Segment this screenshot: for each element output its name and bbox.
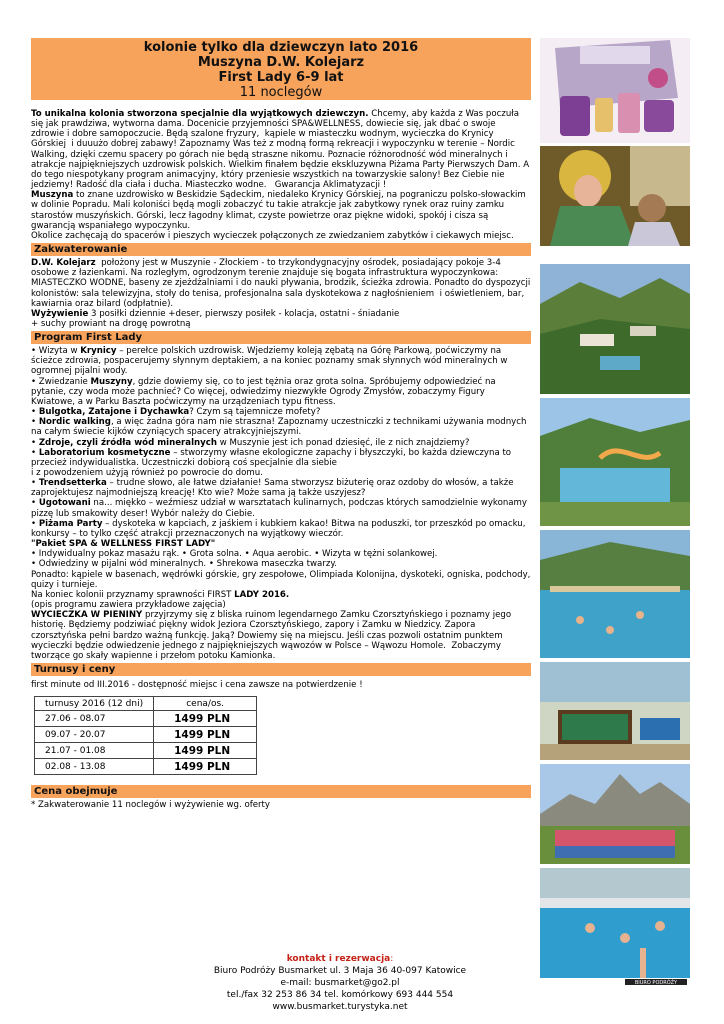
table-row — [35, 711, 257, 727]
program-item-bold: WYCIECZKA W PIENINY — [31, 610, 143, 621]
program-item-bold: Nordic walking — [38, 417, 111, 428]
muszyna-text: to znane uzdrowisko w Beskidzie Sądeckim, niedaleko Krynicy Górskiej, na pograniczu polsko-słowackim w dolinie Popradu. Mali koloniści będą mogli zobaczyć tu takie atrakcje jak zabytkowy rynek oraz ruiny zamku starostów muszyńskich. Górski, lecz łagodny klimat, czyste powietrze oraz piękne widoki, spokój i cisza są gwarancją wspaniałego wypoczynku. Okolice zachęcają do spacerów i pieszych wycieczek połączonych ze zwiedzaniem zabytków i ciekawych miejsc. — [31, 190, 526, 241]
program-item — [31, 377, 531, 407]
meals-lead: Wyżywienie — [31, 308, 89, 319]
program-item-text: – perełce polskich uzdrowisk. Wjedziemy koleją zębatą na Górę Parkową, poćwiczymy na ścieżce zdrowia, pospacerujemy słynnym deptakiem, a na koniec poznamy smak słynnych wód mineralnych w ogromnej pijalni wody. — [31, 346, 511, 377]
meals-paragraph — [31, 309, 531, 329]
title-line-3: First Lady 6-9 lat — [218, 70, 344, 85]
program-item — [31, 346, 531, 376]
program-item-text: przyjrzymy się z bliska ruinom legendarnego Zamku Czorsztyńskiego i poznamy jego historię. Będziemy podziwiać piękny widok Jeziora Czorsztyńskiego, zapory i Zamku w Niedzicy. Zapora czorsztyńska pełni bardzo ważną funkcję. Jaką? Dowiemy się na miejscu. Jeśli czas pozwoli ostatnim punktem wycieczki będzie odwiedzenie jednego z najpiękniejszych wąwozów w Polsce – Wąwozu Homole. Zobaczymy tworzące go skały wapienne i przełom potoku Kamionka. — [31, 610, 514, 661]
table-header: turnusy 2016 (12 dni) — [35, 697, 154, 711]
program-item-bold: Muszyny — [90, 376, 133, 387]
table-row — [35, 759, 257, 775]
waterpark-photo — [540, 398, 690, 526]
program-item-text: • Indywidualny pokaz masażu rąk. • Grota solna. • Aqua aerobic. • Wizyta w tężni solankowej. • Odwiedziny w pijalni wód mineralnych. • Shrekowa maseczka twarzy. Ponadto: kąpiele w basenach, wędrówki górskie, gry zespołowe, Olimpiada Kolonijna, dyskoteki, ogniska, podchody, quizy i turnieje. Na koniec kolonii przyznamy sprawności FIRST — [31, 549, 531, 600]
program-item-text: • — [31, 478, 39, 489]
section-program: Program First Lady — [31, 331, 531, 344]
dates-cell: 02.08 - 13.08 — [35, 759, 154, 775]
program-item — [31, 539, 531, 549]
svg-text:BIURO PODRÓŻY: BIURO PODRÓŻY — [634, 980, 678, 986]
title-banner — [31, 38, 531, 100]
muszyna-lead: Muszyna — [31, 190, 74, 201]
program-item-bold: "Pakiet SPA & WELLNESS FIRST LADY" — [31, 539, 216, 550]
table-body — [35, 711, 257, 775]
group-mountain-photo — [540, 764, 690, 864]
dates-cell: 09.07 - 20.07 — [35, 727, 154, 743]
table-row — [35, 743, 257, 759]
pool-photo — [540, 530, 690, 658]
girls-costume-photo — [540, 146, 690, 246]
first-minute-note: first minute od III.2016 - dostępność miejsc i cena zawsze na potwierdzenie ! — [31, 679, 363, 690]
program-item-text: (opis programu zawiera przykładowe zajęcia) — [31, 600, 226, 611]
contact-colon: : — [390, 954, 394, 964]
program-item-text: • — [31, 437, 39, 448]
program-item — [31, 417, 531, 437]
program-item-bold: Trendsetterka — [38, 478, 107, 489]
program-item-text: na... miękko – weźmiesz udział w warsztatach kulinarnych, podczas których samodzielnie wykonamy pizzę lub smakowity deser! Wybór należy do Ciebie. — [31, 498, 530, 519]
program-list — [31, 346, 531, 661]
program-item-text: • — [31, 498, 39, 509]
accommodation-paragraph — [31, 258, 534, 309]
program-item-text: , gdzie dowiemy się, co to jest tężnia oraz grota solna. Spróbujemy odpowiedzieć na pytanie, czy woda może pachnieć? Co więcej, odwiedzimy niezwykłe Ogrody Zmysłów, zobaczymy Figury Kwiatowe, a w Parku Baszta poćwiczymy na urządzeniach typu fitness. — [31, 376, 499, 407]
program-item-bold: Ugotowani — [38, 498, 91, 509]
intro-paragraph-2 — [31, 190, 531, 241]
contact-phone: tel./fax 32 253 86 34 tel. komórkowy 693 444 554 — [226, 990, 454, 1000]
program-item-text: • — [31, 417, 39, 428]
contact-address: Biuro Podróży Busmarket ul. 3 Maja 36 40-097 Katowice — [213, 966, 467, 976]
program-item-bold: Krynicy — [80, 346, 117, 357]
program-item-text: • Zwiedzanie — [31, 376, 91, 387]
program-item — [31, 407, 531, 417]
program-item — [31, 448, 531, 478]
program-item — [31, 549, 531, 610]
program-item-text: • — [31, 447, 39, 458]
program-item-bold: LADY 2016. — [234, 589, 290, 600]
section-dates: Turnusy i ceny — [31, 663, 531, 676]
program-item-text: • — [31, 407, 39, 418]
price-cell: 1499 PLN — [154, 759, 257, 775]
price-includes-note: * Zakwaterowanie 11 noclegów i wyżywienie wg. oferty — [31, 800, 270, 811]
intro-lead: To unikalna kolonia stworzona specjalnie dla wyjątkowych dziewczyn. — [31, 109, 369, 119]
contact-email[interactable]: e-mail: busmarket@go2.pl — [280, 978, 400, 988]
program-item-text: , a więc żadna góra nam nie straszna! Zapoznamy uczestniczki z technikami używania modnych na całym świecie kijków czyniących spacery atrakcyjniejszymi. — [31, 417, 530, 438]
price-table — [34, 696, 257, 775]
title-line-2: Muszyna D.W. Kolejarz — [197, 55, 365, 70]
content-column — [31, 38, 534, 811]
program-item — [31, 478, 531, 498]
price-cell: 1499 PLN — [154, 711, 257, 727]
contact-heading: kontakt i rezerwacja — [286, 954, 391, 964]
program-item — [31, 498, 531, 518]
program-item-text: w Muszynie jest ich ponad dziesięć, ile z nich znajdziemy? — [216, 437, 470, 448]
dates-cell: 21.07 - 01.08 — [35, 743, 154, 759]
program-item-bold: Piżama Party — [38, 518, 103, 529]
intro-text: Chcemy, aby każda z Was poczuła się jak prawdziwa, wytworna dama. Docenicie przyjemności SPA&WELLNESS, dowiecie się, jak dbać o swoje zdrowie i dobre samopoczucie. Będą szalone fryzury, kąpiele w miasteczku wodnym, wycieczka do Krynicy Górskiej i duuużo dobrej zabawy! Zapoznamy Was też z modną formą rekreacji i wypoczynku w terenie – Nordic Walking, dzięki czemu spacery po górach nie będą straszne nikomu. Poznacie różnorodność wód mineralnych i atrakcje najpiękniejszych uzdrowisk polskich. Wielkim finałem będzie ekskluzywna Piżama Party Pierwszych Dam. A do tego niespotykany program animacyjny, który przeniesie wszystkich na towarzyskie salony! Bez Ciebie nie jedziemy! Radość dla ciała i ducha. Miasteczko wodne. Gwarancja Aklimatyzacji ! — [31, 109, 532, 191]
program-item-text: – stworzymy własne ekologiczne zapachy i błyszczyki, bo każda dziewczyna to przecież indywidualistka. Uczestniczki dobiorą coś specjalnie dla siebie i z powodzeniem użyją również po powrocie do domu. — [31, 447, 512, 478]
program-item — [31, 519, 531, 539]
title-line-1: kolonie tylko dla dziewczyn lato 2016 — [143, 40, 419, 55]
contact-heading-line — [130, 953, 550, 965]
title-line-4: 11 noclegów — [239, 85, 323, 100]
meals-text: 3 posiłki dziennie +deser, pierwszy posiłek - kolacja, ostatni - śniadanie + suchy prowiant na drogę powrotną — [31, 308, 400, 329]
dates-cell: 27.06 - 08.07 — [35, 711, 154, 727]
valley-resort-photo — [540, 264, 690, 394]
program-item-bold: Bulgotka, Zatajone i Dychawka — [38, 407, 190, 418]
billiard-room-photo — [540, 662, 690, 760]
price-cell: 1499 PLN — [154, 727, 257, 743]
section-price-includes: Cena obejmuje — [31, 785, 531, 798]
indoor-pool-photo — [540, 868, 690, 978]
program-item-text: • — [31, 518, 39, 529]
table-header-row — [35, 697, 257, 711]
program-item-text: – dyskoteka w kapciach, z jaśkiem i kubkiem kakao! Bitwa na poduszki, tor przeszkód po omacku, konkursy – to tylko część atrakcji przeznaczonych na wyjątkowy wieczór. — [31, 518, 529, 539]
accommodation-lead: D.W. Kolejarz — [31, 258, 96, 269]
program-item-text: • Wizyta w — [31, 346, 81, 357]
cosmetics-kit-photo — [540, 38, 690, 143]
section-accommodation: Zakwaterowanie — [31, 243, 531, 256]
price-cell: 1499 PLN — [154, 743, 257, 759]
program-item-bold: Zdroje, czyli źródła wód mineralnych — [38, 437, 217, 448]
program-item — [31, 438, 531, 448]
accommodation-text: położony jest w Muszynie - Złockiem - to trzykondygnacyjny ośrodek, posiadający pokoje 3-4 osobowe z łazienkami. Na rozległym, ogrodzonym terenie znajduje się bogata infrastruktura wypoczynkowa: MIASTECZKO WODNE, baseny ze zjeżdżalniami i do nauki pływania, brodzik, ścieżka zdrowia. Ponadto do dyspozycji kolonistów: sala telewizyjna, stoły do tenisa, profesjonalna sala dyskotekowa z nagłośnieniem i oświetleniem, bar, kawiarnia oraz bilard (odpłatnie). — [31, 258, 534, 309]
table-row — [35, 727, 257, 743]
intro-paragraph-1 — [31, 109, 531, 190]
program-item-bold: Laboratorium kosmetyczne — [38, 447, 171, 458]
program-item-text: ? Czym są tajemnicze mofety? — [189, 407, 321, 418]
table-header: cena/os. — [154, 697, 257, 711]
program-item-text: – trudne słowo, ale łatwe działanie! Sama stworzysz biżuterię oraz ozdoby do włosów, a także zaprojektujesz najmodniejszą kreację! Kto wie? Może sama ją także uszyjesz? — [31, 478, 517, 499]
program-item — [31, 610, 531, 661]
contact-block — [130, 953, 550, 1013]
contact-website[interactable]: www.busmarket.turystyka.net — [272, 1002, 408, 1012]
